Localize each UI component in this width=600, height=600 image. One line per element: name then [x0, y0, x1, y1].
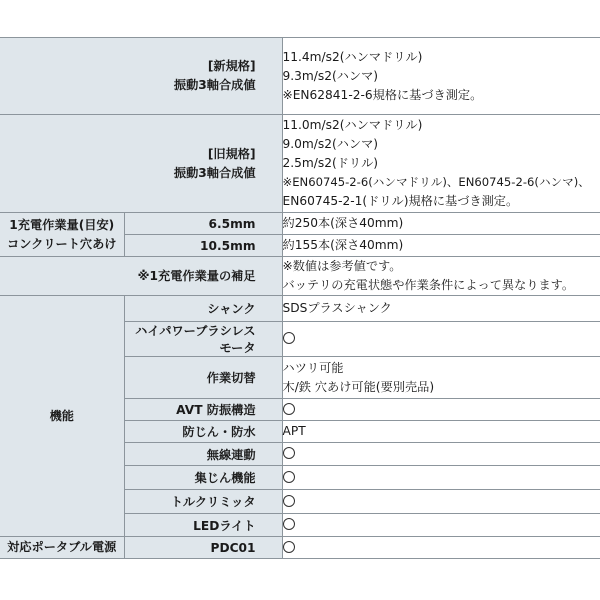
feature-value — [282, 322, 600, 357]
row-supplement — [0, 257, 600, 296]
circle-mark-icon — [283, 518, 295, 530]
feature-value — [282, 490, 600, 514]
new-standard-value-line-1: 11.4m/s2(ハンマドリル) — [282, 49, 423, 64]
new-standard-value-line-2: 9.3m/s2(ハンマ) — [282, 68, 379, 83]
feature-label: AVT 防振構造 — [124, 399, 282, 421]
feature-label: 防じん・防水 — [124, 421, 282, 443]
old-standard-label — [0, 115, 282, 213]
feature-value — [282, 399, 600, 421]
feature-value-line-1: ハツリ可能 — [282, 360, 344, 375]
work-amount-group-label — [0, 213, 124, 257]
feature-value — [282, 357, 600, 399]
new-standard-value — [282, 38, 600, 115]
supplement-value-line-2: バッテリの充電状態や作業条件によって異なります。 — [282, 278, 575, 292]
features-group-label: 機能 — [0, 296, 124, 537]
portable-power-label: 対応ポータブル電源 — [0, 537, 124, 559]
old-standard-value-line-3: 2.5m/s2(ドリル) — [282, 156, 379, 170]
circle-mark-icon — [283, 447, 295, 459]
feature-row — [0, 296, 600, 322]
portable-power-model: PDC01 — [124, 537, 282, 559]
circle-mark-icon — [283, 495, 295, 507]
work-amount-group-line-2: コンクリート穴あけ — [7, 236, 117, 251]
old-standard-label-line-2: 振動3軸合成値 — [173, 165, 256, 180]
feature-label: シャンク — [124, 296, 282, 322]
feature-label: 作業切替 — [124, 357, 282, 399]
circle-mark-icon — [283, 332, 295, 344]
row-portable-power — [0, 537, 600, 559]
circle-mark-icon — [283, 403, 295, 415]
work-amount-size-label: 10.5mm — [124, 235, 282, 257]
spec-table — [0, 37, 600, 559]
row-work-amount-1 — [0, 213, 600, 235]
new-standard-label-line-2: 振動3軸合成値 — [173, 78, 256, 92]
portable-power-value — [282, 537, 600, 559]
work-amount-value: 約155本(深さ40mm) — [282, 235, 600, 257]
feature-value: APT — [282, 421, 600, 443]
work-amount-size-label: 6.5mm — [124, 213, 282, 235]
feature-value — [282, 443, 600, 466]
new-standard-label-line-1: [新規格] — [207, 59, 256, 73]
feature-label: トルクリミッタ — [124, 490, 282, 514]
work-amount-value: 約250本(深さ40mm) — [282, 213, 600, 235]
old-standard-value-line-4: ※EN60745-2-6(ハンマドリル)、EN60745-2-6(ハンマ)、 — [282, 175, 590, 189]
new-standard-label — [0, 38, 282, 115]
row-old-standard — [0, 115, 600, 213]
feature-label: LEDライト — [124, 514, 282, 537]
old-standard-label-line-1: [旧規格] — [207, 146, 256, 161]
supplement-value — [282, 257, 600, 296]
supplement-label: ※1充電作業量の補足 — [0, 257, 282, 296]
work-amount-group-line-1: 1充電作業量(目安) — [9, 217, 115, 232]
feature-value — [282, 514, 600, 537]
feature-value: SDSプラスシャンク — [282, 296, 600, 322]
new-standard-value-line-3: ※EN62841-2-6規格に基づき測定。 — [282, 87, 483, 102]
circle-mark-icon — [283, 541, 295, 553]
feature-value — [282, 466, 600, 490]
circle-mark-icon — [283, 471, 295, 483]
feature-value-line-2: 木/鉄 穴あけ可能(要別売品) — [282, 379, 435, 394]
feature-label: ハイパワーブラシレスモータ — [124, 322, 282, 357]
old-standard-value-line-5: EN60745-2-1(ドリル)規格に基づき測定。 — [282, 194, 519, 208]
feature-label: 無線連動 — [124, 443, 282, 466]
feature-label: 集じん機能 — [124, 466, 282, 490]
row-new-standard — [0, 38, 600, 115]
old-standard-value-line-1: 11.0m/s2(ハンマドリル) — [282, 118, 423, 132]
old-standard-value — [282, 115, 600, 213]
old-standard-value-line-2: 9.0m/s2(ハンマ) — [282, 137, 379, 151]
supplement-value-line-1: ※数値は参考値です。 — [282, 259, 402, 273]
